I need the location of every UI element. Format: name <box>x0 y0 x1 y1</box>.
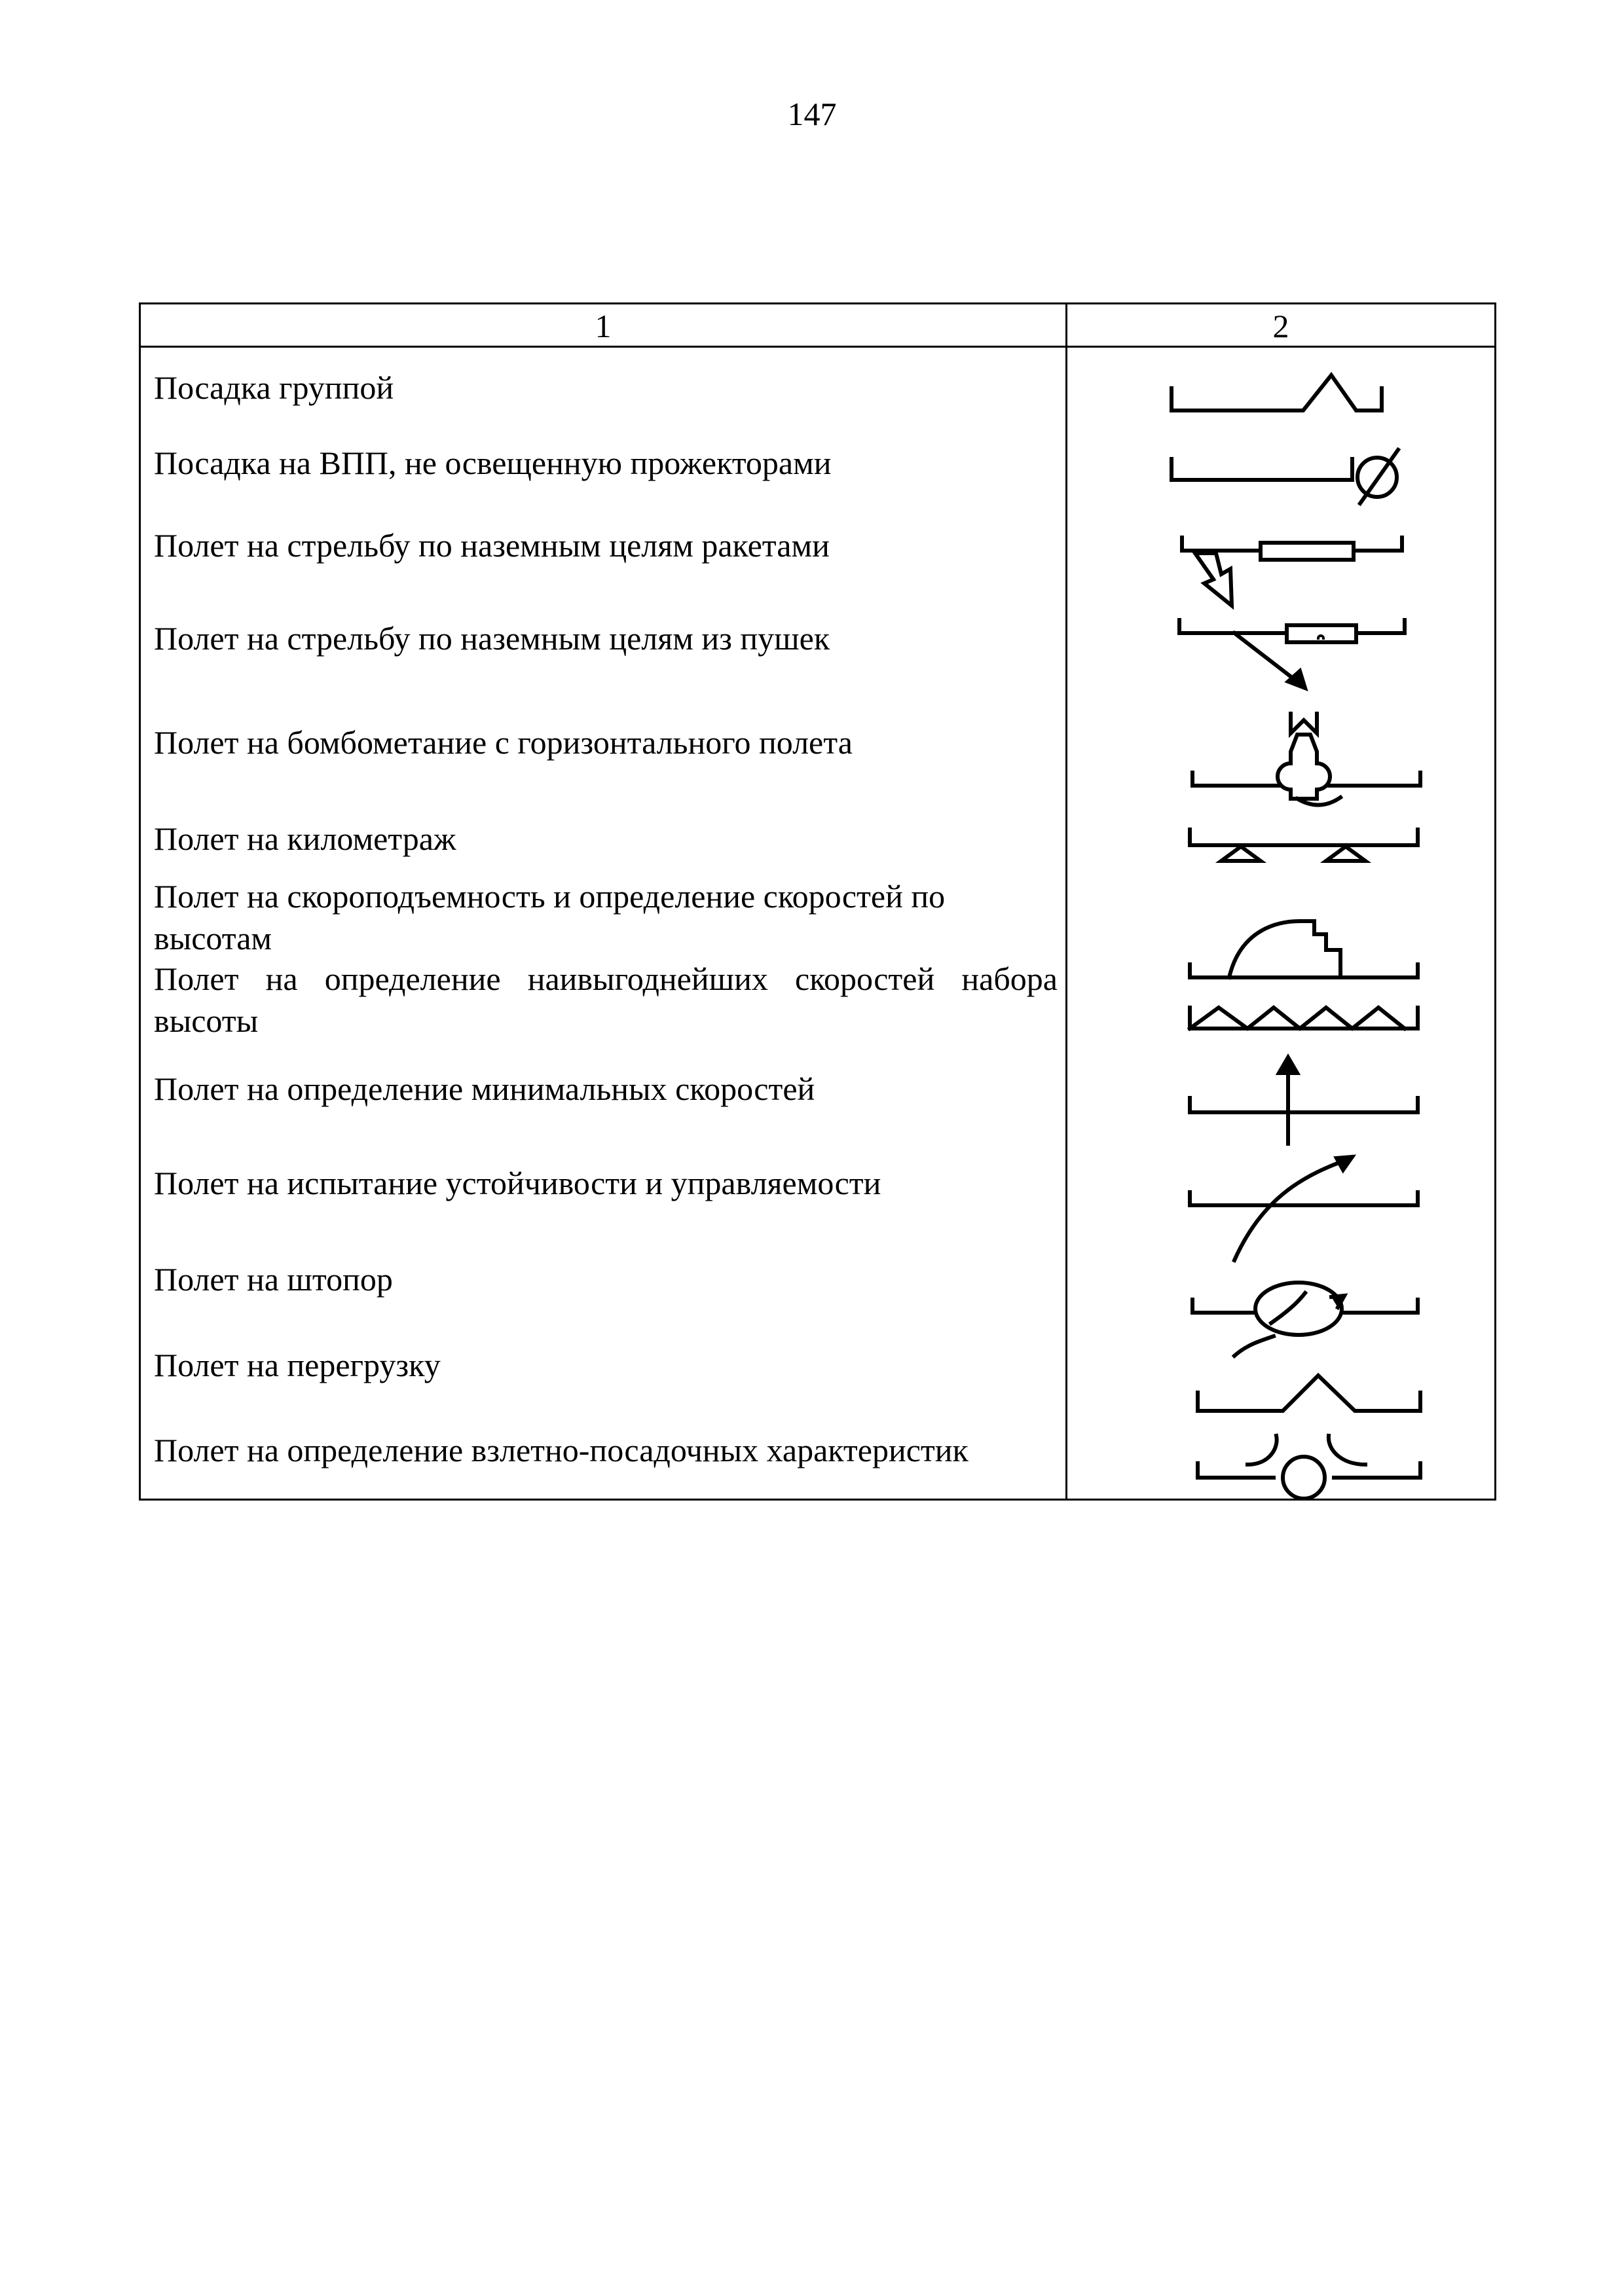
optimal-climb-speed-symbol <box>1169 998 1444 1051</box>
takeoff-landing-characteristics-symbol <box>1169 1417 1444 1503</box>
row-label: Полет на стрельбу по наземным целям ракетами <box>154 527 830 564</box>
climb-rate-symbol <box>1169 902 1444 1000</box>
row-label: Полет на определение наивыгоднейших скоростей набора высоты <box>154 960 1058 1039</box>
page-number: 147 <box>787 96 837 132</box>
row-label: Полет на километраж <box>154 820 456 857</box>
group-landing-symbol <box>1169 370 1398 422</box>
minimum-speed-symbol <box>1169 1051 1444 1149</box>
row-label: Полет на стрельбу по наземным целям из пушек <box>154 620 830 657</box>
column-header-1: 1 <box>595 308 612 344</box>
row-label: Посадка на ВПП, не освещенную прожекторами <box>154 445 832 481</box>
row-label: Полет на скороподъемность и определение скоростей по высотам <box>154 878 946 957</box>
mileage-symbol <box>1169 822 1444 874</box>
row-label: Полет на перегрузку <box>154 1347 441 1383</box>
row-label: Полет на бомбометание с горизонтального полета <box>154 724 853 761</box>
row-label: Полет на испытание устойчивости и управляемости <box>154 1165 881 1201</box>
row-label: Полет на определение взлетно-посадочных характеристик <box>154 1432 969 1468</box>
horizontal-bombing-symbol <box>1169 701 1444 831</box>
flight-symbols-table <box>139 302 1496 1501</box>
row-label: Полет на штопор <box>154 1261 393 1298</box>
unlit-runway-landing-symbol <box>1169 447 1431 506</box>
column-divider <box>1065 304 1067 1499</box>
spin-symbol <box>1169 1247 1444 1358</box>
cannon-firing-symbol <box>1169 611 1418 696</box>
row-label: Посадка группой <box>154 369 394 406</box>
header-divider <box>141 346 1494 348</box>
row-label: Полет на определение минимальных скоростей <box>154 1070 815 1107</box>
column-header-2: 2 <box>1272 308 1289 344</box>
